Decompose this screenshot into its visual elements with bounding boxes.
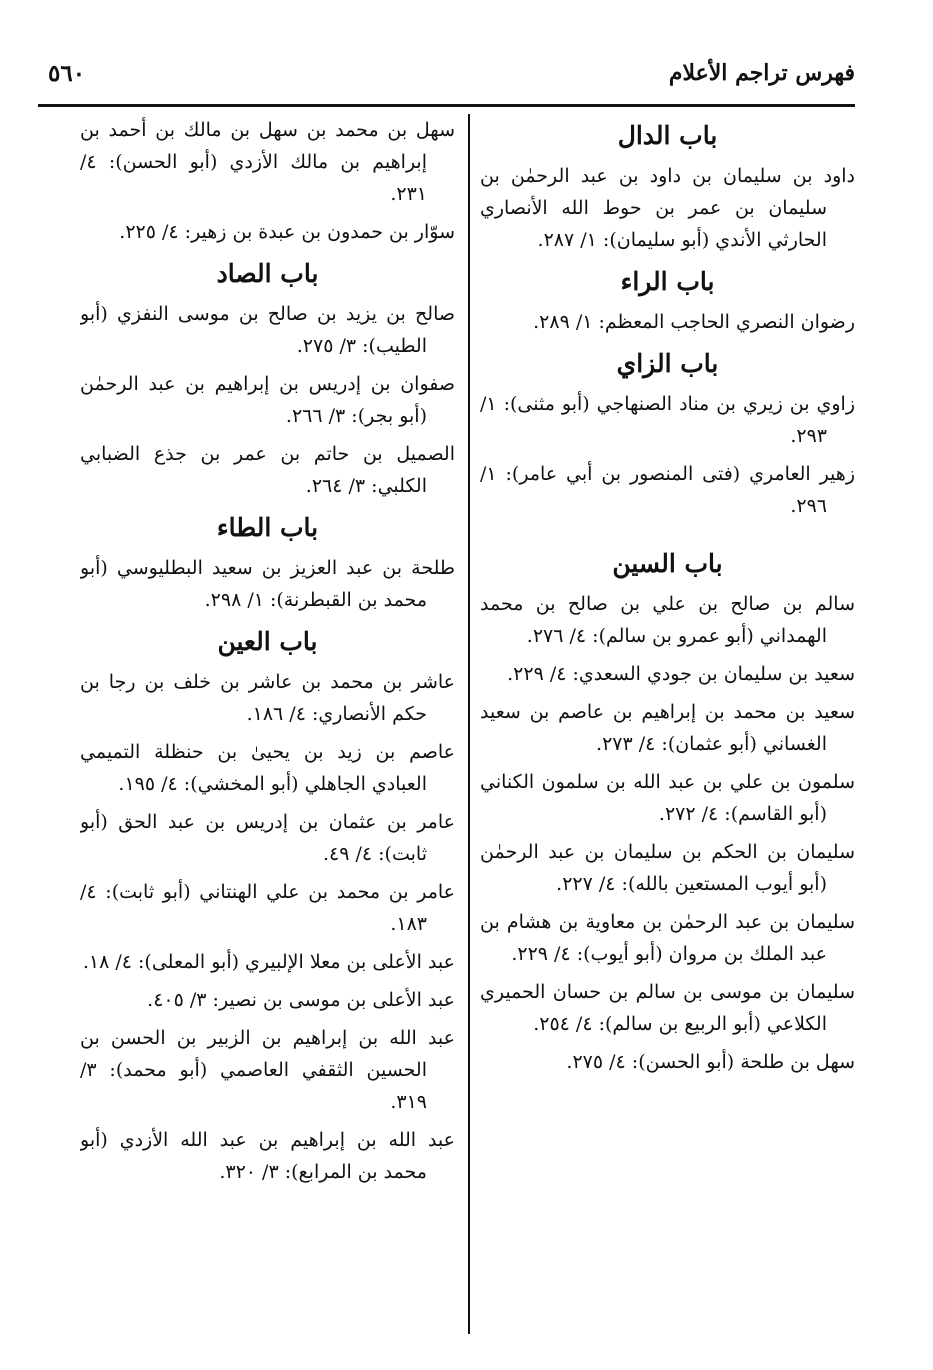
- index-entry: رضوان النصري الحاجب المعظم: ١/ ٢٨٩.: [533, 311, 855, 333]
- left-column: [80, 114, 455, 1344]
- spacer: [480, 528, 855, 542]
- index-entry: زاوي بن زيري بن مناد الصنهاجي (أبو مثنى): ١/ ٢٩٣.: [480, 393, 855, 447]
- index-entry: سوّار بن حمدون بن عبدة بن زهير: ٤/ ٢٢٥.: [119, 221, 455, 243]
- section-zay: [480, 344, 855, 522]
- index-entry: سهل بن طلحة (أبو الحسن): ٤/ ٢٧٥.: [566, 1051, 855, 1073]
- section-sin: [480, 544, 855, 1078]
- index-entry: سعيد بن محمد بن إبراهيم بن عاصم بن سعيد الغساني (أبو عثمان): ٤/ ٢٧٣.: [480, 701, 855, 755]
- index-entry: عاشر بن محمد بن عاشر بن خلف بن رجا بن حكم الأنصاري: ٤/ ١٨٦.: [80, 671, 455, 725]
- index-entry: عامر بن محمد بن علي الهنتاني (أبو ثابت): ٤/ ١٨٣.: [80, 881, 455, 935]
- section-title: باب الراء: [620, 267, 715, 296]
- section-title: باب الطاء: [216, 513, 319, 542]
- section-ta: [80, 508, 455, 616]
- section-title: باب الدال: [617, 121, 718, 150]
- section-title: باب الصاد: [216, 259, 319, 288]
- section-ayn: [80, 622, 455, 1188]
- index-entry: سهل بن محمد بن سهل بن مالك بن أحمد بن إبراهيم بن مالك الأزدي (أبو الحسن): ٤/ ٢٣١.: [80, 119, 455, 205]
- header-rule: [38, 104, 855, 107]
- index-entry: عاصم بن زيد بن يحيىٰ بن حنظلة التميمي العبادي الجاهلي (أبو المخشي): ٤/ ١٩٥.: [80, 741, 455, 795]
- index-entry: سليمان بن الحكم بن سليمان بن عبد الرحمٰن (أبو أيوب المستعين بالله): ٤/ ٢٢٧.: [480, 841, 855, 895]
- index-entry: عبد الله بن إبراهيم بن عبد الله الأزدي (أبو محمد بن المرابع): ٣/ ٣٢٠.: [80, 1129, 455, 1183]
- index-entry: عبد الله بن إبراهيم بن الزبير بن الحسن بن الحسين الثقفي العاصمي (أبو محمد): ٣/ ٣١٩.: [80, 1027, 455, 1113]
- section-title: باب الزاي: [616, 349, 719, 378]
- index-entry: عبد الأعلى بن موسى بن نصير: ٣/ ٤٠٥.: [147, 989, 455, 1011]
- column-divider: [468, 114, 470, 1334]
- index-entry: عامر بن عثمان بن إدريس بن عبد الحق (أبو ثابت): ٤/ ٤٩.: [80, 811, 455, 865]
- index-entry: سالم بن صالح بن علي بن صالح بن محمد الهمداني (أبو عمرو بن سالم): ٤/ ٢٧٦.: [480, 593, 855, 647]
- page-number: ٥٦٠: [48, 60, 86, 87]
- section-title: باب السين: [612, 549, 723, 578]
- index-entry: سلمون بن علي بن عبد الله بن سلمون الكناني (أبو القاسم): ٤/ ٢٧٢.: [480, 771, 855, 825]
- index-entry: داود بن سليمان بن داود بن عبد الرحمٰن بن سليمان بن عمر بن حوط الله الأنصاري الحارثي الأندي (أبو سليمان): ١/ ٢٨٧.: [480, 165, 855, 251]
- index-entry: طلحة بن عبد العزيز بن سعيد البطليوسي (أبو محمد بن القبطرنة): ١/ ٢٩٨.: [80, 557, 455, 611]
- section-title: باب العين: [217, 627, 318, 656]
- index-entry: عبد الأعلى بن معلا الإلبيري (أبو المعلى): ٤/ ١٨.: [82, 951, 455, 973]
- running-title: فهرس تراجم الأعلام: [668, 60, 855, 86]
- index-entry: صالح بن يزيد بن صالح بن موسى النفزي (أبو الطيب): ٣/ ٢٧٥.: [80, 303, 455, 357]
- section-dal: [480, 116, 855, 256]
- right-column: [480, 114, 855, 1344]
- index-entry: سعيد بن سليمان بن جودي السعدي: ٤/ ٢٢٩.: [507, 663, 855, 685]
- section-sad: [80, 254, 455, 502]
- index-entry: سليمان بن موسى بن سالم بن حسان الحميري الكلاعي (أبو الربيع بن سالم): ٤/ ٢٥٤.: [480, 981, 855, 1035]
- index-entry: زهير العامري (فتى المنصور بن أبي عامر): ١/ ٢٩٦.: [480, 463, 855, 517]
- section-ra: [480, 262, 855, 338]
- section-sin-continued: [80, 114, 455, 248]
- index-entry: صفوان بن إدريس بن إبراهيم بن عبد الرحمٰن (أبو بجر): ٣/ ٢٦٦.: [80, 373, 455, 427]
- index-entry: سليمان بن عبد الرحمٰن بن معاوية بن هشام بن عبد الملك بن مروان (أبو أيوب): ٤/ ٢٢٩.: [480, 911, 855, 965]
- index-entry: الصميل بن حاتم بن عمر بن جذع الضبابي الكلبي: ٣/ ٢٦٤.: [80, 443, 455, 497]
